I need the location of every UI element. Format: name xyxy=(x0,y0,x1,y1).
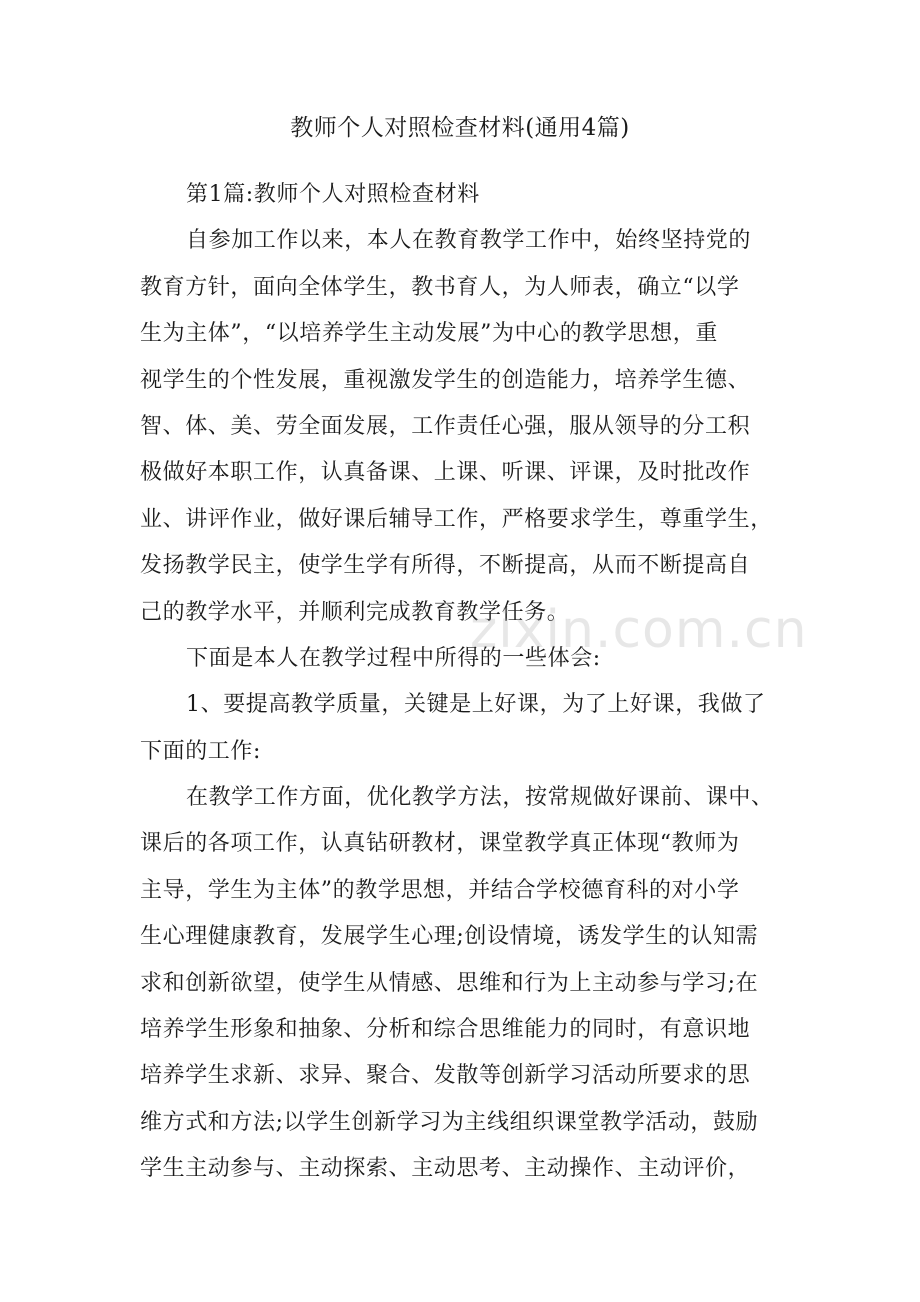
paragraph-line: 培养学生形象和抽象、分析和综合思维能力的同时，有意识地 xyxy=(140,1017,751,1043)
paragraph-line: 培养学生求新、求异、聚合、发散等创新学习活动所要求的思 xyxy=(140,1063,751,1089)
paragraph-line: 1、要提高教学质量，关键是上好课，为了上好课，我做了 xyxy=(186,692,766,718)
paragraph-line: 生为主体”，“以培养学生主动发展”为中心的教学思想，重 xyxy=(140,321,718,347)
section-heading: 第1篇:教师个人对照检查材料 xyxy=(186,182,480,207)
paragraph-line: 在教学工作方面，优化教学方法，按常规做好课前、课中、 xyxy=(186,785,774,811)
paragraph-line: 维方式和方法;以学生创新学习为主线组织课堂教学活动，鼓励 xyxy=(140,1109,759,1135)
paragraph-line: 己的教学水平，并顺利完成教育教学任务。 xyxy=(140,599,570,625)
paragraph-line: 下面是本人在教学过程中所得的一些体会: xyxy=(186,645,601,671)
paragraph-line: 自参加工作以来，本人在教育教学工作中，始终坚持党的 xyxy=(186,228,752,254)
paragraph-line: 主导，学生为主体”的教学思想，并结合学校德育科的对小学 xyxy=(140,877,740,903)
paragraph-line: 发扬教学民主，使学生学有所得，不断提高，从而不断提高自 xyxy=(140,553,751,579)
watermark: zixin.com.cn xyxy=(470,600,808,660)
paragraph-line: 生心理健康教育，发展学生心理;创设情境，诱发学生的认知需 xyxy=(140,924,759,950)
paragraph-line: 视学生的个性发展，重视激发学生的创造能力，培养学生德、 xyxy=(140,367,751,393)
paragraph-line: 学生主动参与、主动探索、主动思考、主动操作、主动评价， xyxy=(140,1156,751,1182)
paragraph-line: 业、讲评作业，做好课后辅导工作，严格要求学生，尊重学生， xyxy=(140,506,773,532)
document-title: 教师个人对照检查材料(通用4篇) xyxy=(290,115,630,141)
paragraph-line: 智、体、美、劳全面发展，工作责任心强，服从领导的分工积 xyxy=(140,413,751,439)
paragraph-line: 求和创新欲望，使学生从情感、思维和行为上主动参与学习;在 xyxy=(140,970,759,996)
paragraph-line: 教育方针，面向全体学生，教书育人，为人师表，确立“以学 xyxy=(140,274,740,300)
document-body xyxy=(140,172,790,1193)
paragraph-line: 课后的各项工作，认真钻研教材，课堂教学真正体现“教师为 xyxy=(140,831,740,857)
paragraph-line: 极做好本职工作，认真备课、上课、听课、评课，及时批改作 xyxy=(140,460,751,486)
paragraph-line: 下面的工作: xyxy=(140,738,262,764)
